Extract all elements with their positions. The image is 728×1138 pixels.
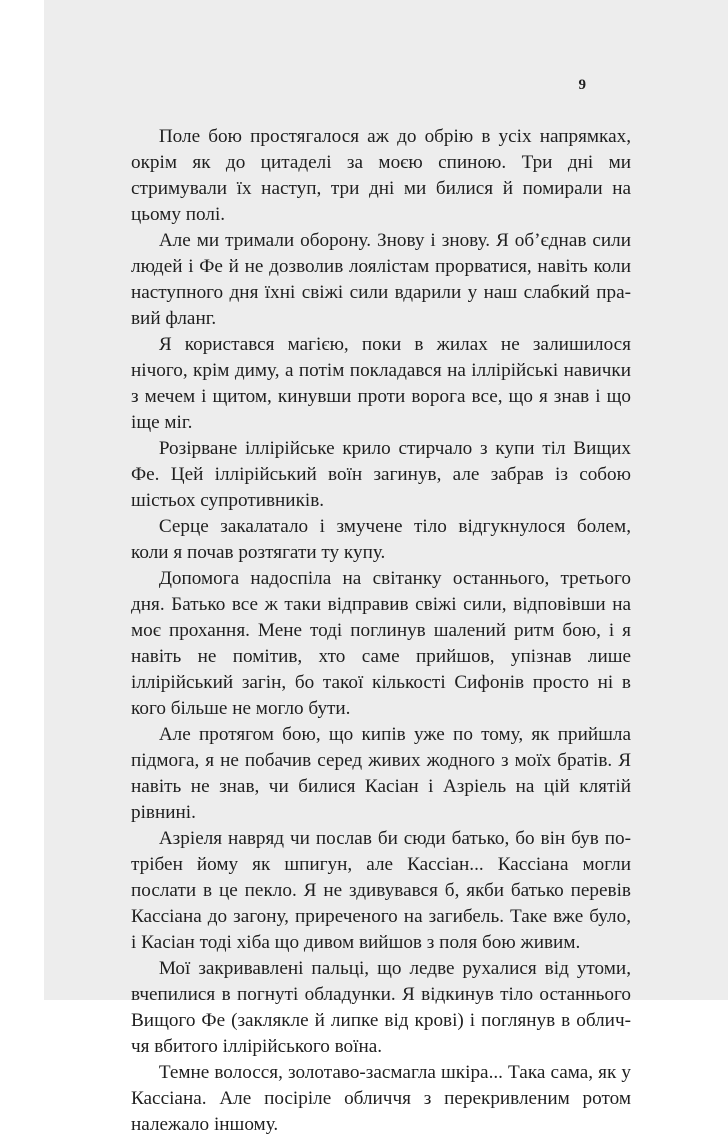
paragraph-5: Серце закалатало і змучене тіло відгукнулося болем, коли я почав розтягати ту купу. <box>131 516 631 563</box>
paragraph-2: Але ми тримали оборону. Знову і знову. Я об’єднав сили людей і Фе й не дозволив лоялістам прорватися, навіть коли наступного дня їхні свіжі сили вдарили у наш слабкий правий фланг. <box>131 230 631 329</box>
paragraph-1: Поле бою простягалося аж до обрію в усіх напрямках, окрім як до цитаделі за моєю спиною. Три дні ми стримували їх наступ, три дні ми билися й помирали на цьому полі. <box>131 126 631 225</box>
book-page <box>44 0 728 1135</box>
paragraph-6: Допомога надоспіла на світанку останнього, третього дня. Батько все ж таки відправив свіжі сили, відповівши на моє прохання. Мене тоді поглинув шалений ритм бою, і я навіть не помітив, хто саме прийшов, упізнав лише іллірійський загін, бо такої кількості Сифонів просто ні в кого більше не могло бути. <box>131 568 631 719</box>
paragraph-9: Мої закривавлені пальці, що ледве рухалися від утоми, вчепилися в погнуті обладунки. Я відкинув тіло останнього Вищого Фе (заклякле й липке від крові) і поглянув в обличчя вбитого іллірійського воїна. <box>131 958 631 1057</box>
page-number: 9 <box>578 77 586 93</box>
paragraph-4: Розірване іллірійське крило стирчало з купи тіл Вищих Фе. Цей іллірійський воїн загинув, але забрав із собою шістьох супротивників. <box>131 438 631 511</box>
paragraph-7: Але протягом бою, що кипів уже по тому, як прийшла підмога, я не побачив серед живих жодного з моїх братів. Я навіть не знав, чи билися Касіан і Азріель на цій клятій рівнині. <box>131 724 631 823</box>
paragraph-3: Я користався магією, поки в жилах не залишилося нічого, крім диму, а потім покладався на іллірійські навички з мечем і щитом, кинувши проти ворога все, що я знав і що іще міг. <box>131 334 631 433</box>
paragraph-10: Темне волосся, золотаво-засмагла шкіра... Така сама, як у Кассіана. Але посіріле обличчя з перекривленим ротом належало іншому. <box>131 1062 631 1135</box>
body-text <box>131 124 631 1138</box>
paragraph-8: Азріеля навряд чи послав би сюди батько, бо він був потрібен йому як шпигун, але Кассіан... Кассіана могли послати в це пекло. Я не здивувався б, якби батько перевів Кассіана до загону, приреченого на загибель. Таке вже було, і Касіан тоді хіба що дивом вийшов з поля бою живим. <box>131 828 631 953</box>
